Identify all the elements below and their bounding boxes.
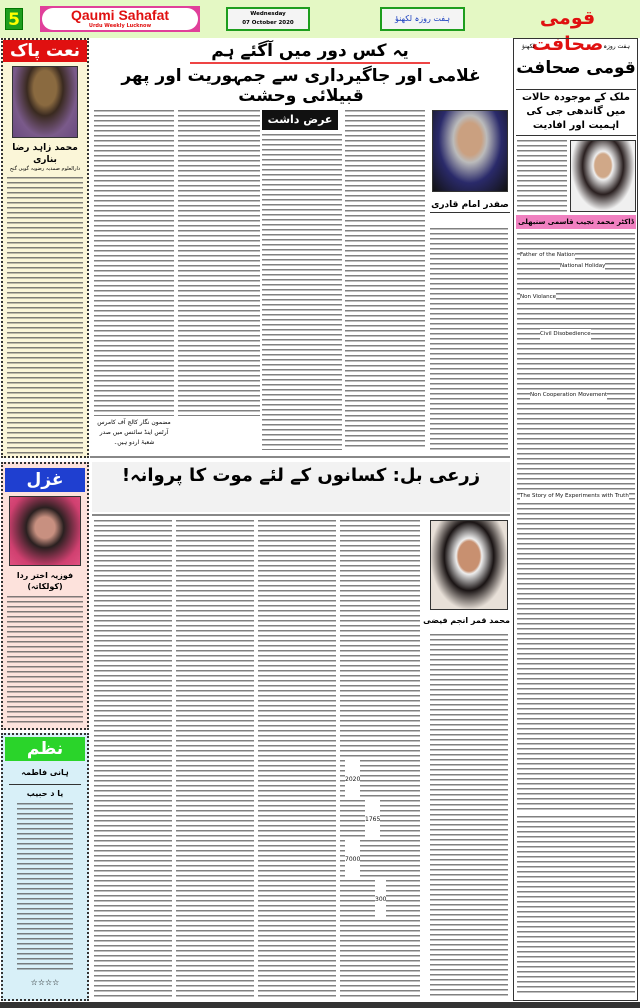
poet-photo: [12, 66, 78, 138]
issue-date: 07 October 2020: [242, 20, 294, 26]
footer-rule: [0, 1002, 640, 1008]
weekday: Wednesday: [250, 11, 286, 17]
poet-name: ہانی فاطمہ: [21, 768, 69, 777]
text-column: [258, 520, 336, 998]
naat-section: [1, 38, 89, 458]
text-column: [345, 110, 425, 450]
brand-box: [40, 6, 200, 32]
term: Non Violance: [520, 292, 556, 303]
text-column: [517, 816, 635, 996]
figure: 7000: [345, 840, 360, 880]
author-photo: [430, 520, 508, 610]
author-name: محمد قمر انجم فیضی: [423, 616, 510, 625]
poem-text: [7, 596, 83, 726]
poet-affiliation: دارالعلوم صمدیہ رضویہ گوپی گنج: [9, 166, 81, 172]
text-column: [262, 134, 342, 450]
brand-subtitle: Urdu Weekly Lucknow: [88, 23, 152, 29]
right-headline: ملک کے موجودہ حالات میں گاندھی جی کی اہمیت اور افادیت: [516, 91, 636, 136]
date-box: [226, 7, 310, 31]
author-name: ڈاکٹر محمد نجیب قاسمی سنبھلی: [516, 215, 636, 229]
divider: [92, 514, 510, 516]
divider: [90, 456, 510, 458]
figure: 2020: [345, 760, 360, 800]
nazm-title: نظم: [5, 737, 85, 761]
ghazal-section: [1, 462, 89, 730]
nazm-section: [1, 733, 89, 1001]
author-photo: [432, 110, 508, 192]
poem-text: [17, 803, 73, 973]
text-column: [94, 110, 174, 416]
text-column: [94, 520, 172, 998]
poet-name: فوزیہ اختر ردا (کولکاتہ): [16, 571, 74, 591]
term: Father of the Nation: [520, 250, 575, 261]
naat-title: نعت پاک: [3, 40, 87, 62]
stars: ☆☆☆☆: [30, 978, 60, 987]
article-headline: غلامی اور جاگیرداری سے جمہوریت اور پھر قبیلائی وحشت: [121, 66, 481, 106]
ghazal-title: غزل: [5, 468, 85, 492]
term: The Story of My Experiments with Truth: [520, 491, 629, 502]
edition-box: [380, 7, 465, 31]
figure: 300: [375, 880, 386, 920]
city-label: لکھنؤ: [522, 43, 535, 50]
text-column: [517, 140, 567, 212]
poet-name: محمد زاہد رضا بناری: [12, 143, 78, 165]
article-kicker: یہ کس دور میں آگئے ہم: [190, 40, 430, 64]
brand-en: Qaumi Sahafat: [70, 7, 170, 23]
term: Non Cooperation Movement: [530, 390, 607, 401]
poem-text: [7, 177, 83, 457]
page-number: 5: [5, 8, 23, 30]
poet-photo: [9, 496, 81, 566]
edition-label: ہفت روزہ: [603, 43, 630, 50]
figure: 1765: [365, 800, 380, 840]
text-column: [340, 520, 420, 998]
text-column: [430, 228, 508, 450]
right-masthead: [516, 40, 636, 90]
edition-ur: ہفت روزہ لکھنؤ: [382, 9, 463, 29]
english-terms: [520, 250, 632, 502]
author-photo: [570, 140, 636, 212]
article-headline: زرعی بل: کسانوں کے لئے موت کا پروانہ!: [121, 465, 481, 486]
text-column: [430, 634, 508, 998]
text-column: [178, 110, 260, 416]
poem-first-line: یا د حبیب: [9, 784, 81, 799]
term: Civil Disobedience: [540, 329, 591, 340]
author-note: مضمون نگار کالج آف کامرس آرٹس اینڈ سائنس میں صدر شعبۂ اردو ہیں۔: [97, 419, 171, 446]
term: National Holiday: [560, 261, 605, 272]
brand-ur: قومی صحافت: [531, 7, 604, 55]
right-brand: قومی صحافت: [516, 58, 636, 78]
text-column: [176, 520, 254, 998]
author-name: صفدر امام قادری: [430, 198, 510, 213]
figures: [345, 760, 415, 920]
column-label: عرض داشت: [262, 110, 338, 130]
